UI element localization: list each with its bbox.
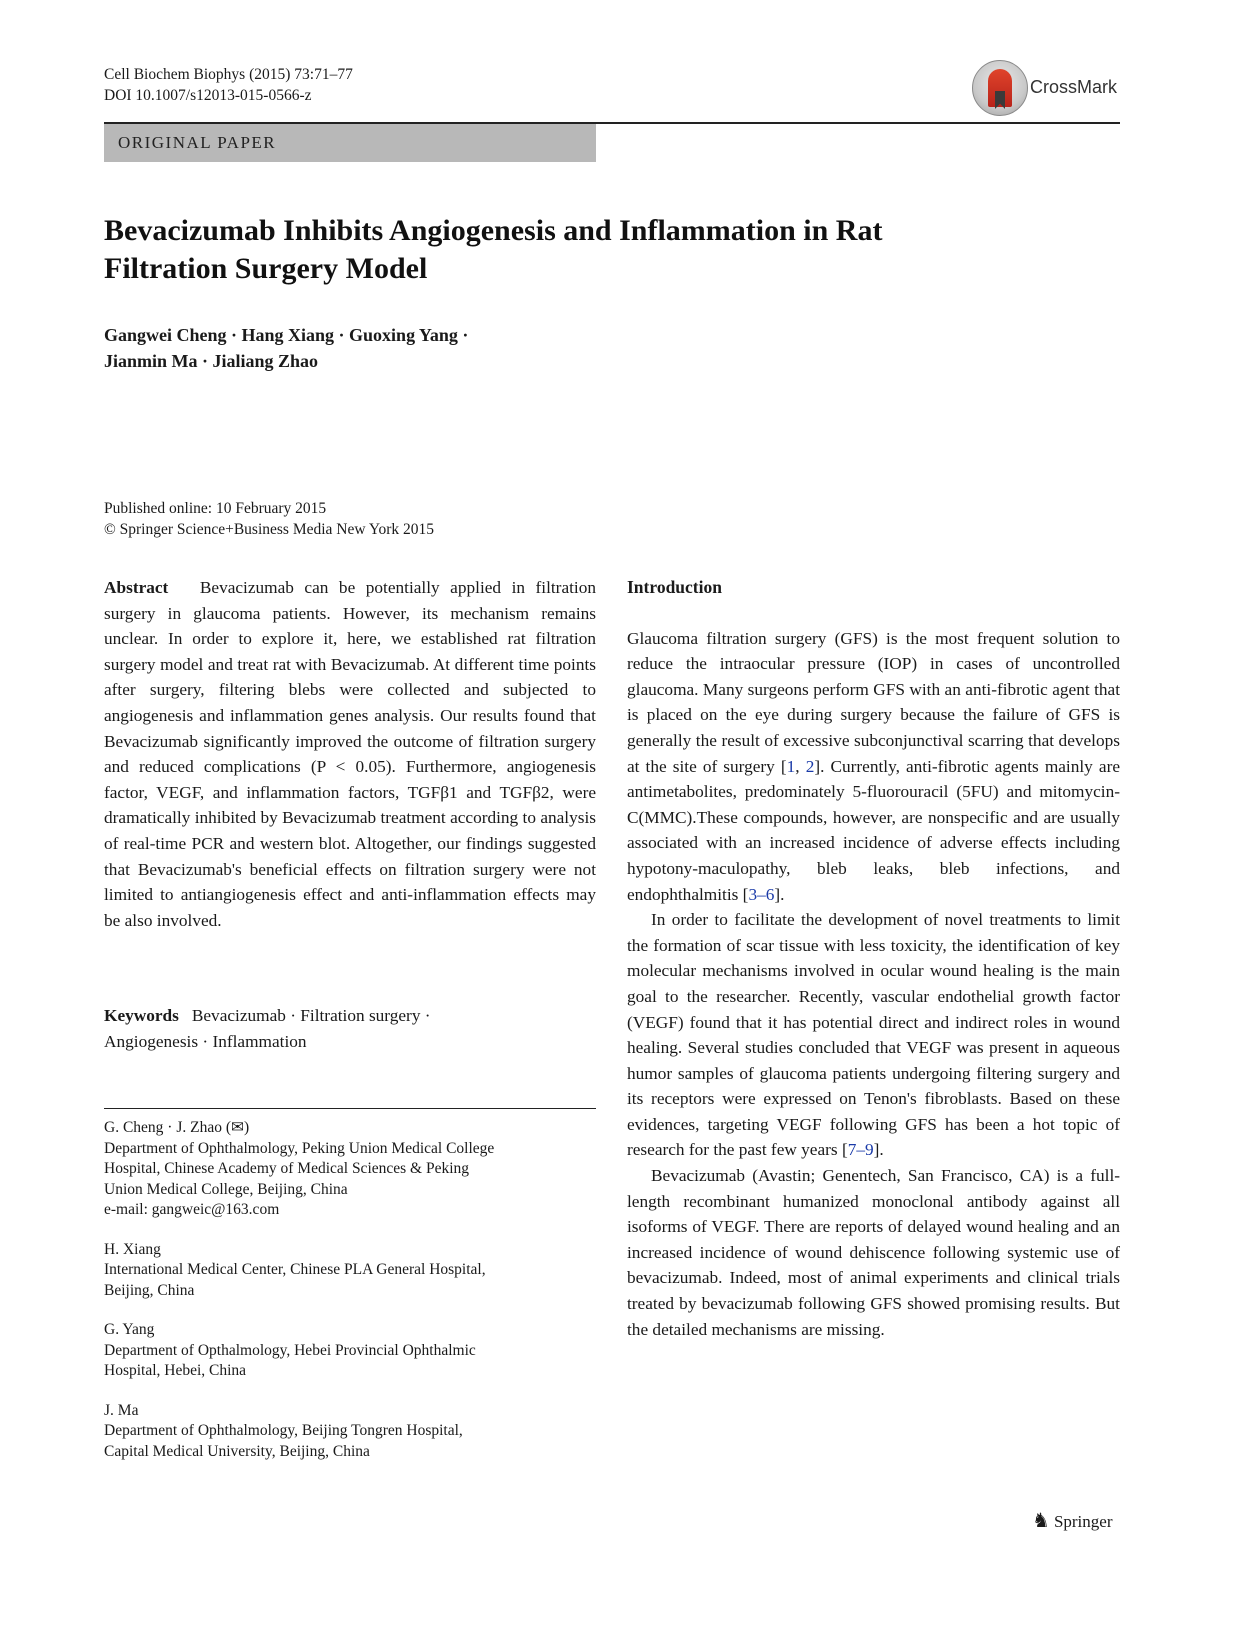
crossmark-badge[interactable] [972, 60, 1122, 120]
citation-link[interactable]: 7–9 [847, 1140, 874, 1160]
published-date: Published online: 10 February 2015 [104, 500, 327, 517]
affiliation-line: Department of Opthalmology, Hebei Provincial Ophthalmic [104, 1341, 476, 1359]
section-label: ORIGINAL PAPER [118, 133, 277, 152]
authors-line-1: Gangwei Cheng · Hang Xiang · Guoxing Yang · [104, 325, 469, 345]
authors-line-2: Jianmin Ma · Jialiang Zhao [104, 351, 319, 371]
affiliation-line: International Medical Center, Chinese PLA General Hospital, [104, 1261, 486, 1278]
publisher-name: Springer [1053, 1512, 1113, 1531]
paragraph-text: ]. Currently, anti-fibrotic agents mainly are antimetabolites, predominately 5-fluorouracil (5FU) and mitomycin-C(MMC).These compounds, however, are nonspecific and are usually associated with an increased incidence of adverse effects including hypotony-maculopathy, bleb leaks, bleb infections, and endophthalmitis [ [627, 756, 1120, 904]
affiliation-line: Union Medical College, Beijing, China [104, 1180, 348, 1198]
affiliation-line: Department of Ophthalmology, Beijing Tongren Hospital, [104, 1422, 463, 1439]
springer-horse-icon: ♞ [1032, 1510, 1050, 1532]
abstract-label: Abstract [104, 578, 169, 597]
paragraph-text: In order to facilitate the development of novel treatments to limit the formation of scar tissue with less toxicity, the identification of key molecular mechanisms involved in ocular wound healing is the main goal to the researcher. Recently, vascular endothelial growth factor (VEGF) found that it has potential direct and indirect roles in wound healing. Several studies concluded that VEGF was present in aqueous humor samples of glaucoma patients undergoing filtering surgery and its receptors were expressed on Tenon's fibroblasts. Based on these evidences, targeting VEGF following GFS has been a hot topic of research for the past few years [ [627, 910, 1120, 1160]
article-title [104, 212, 1004, 288]
author-list [104, 322, 664, 374]
crossmark-icon [972, 60, 1028, 116]
paragraph-text: ]. [774, 884, 785, 904]
keywords [104, 1003, 596, 1054]
affiliation-line: Hospital, Hebei, China [104, 1362, 247, 1379]
paragraph [627, 907, 1120, 1163]
section-banner [104, 124, 596, 162]
citation-link[interactable]: 1 [786, 756, 796, 776]
publication-info [104, 498, 434, 540]
paragraph-text: Glaucoma filtration surgery (GFS) is the most frequent solution to reduce the intraocular pressure (IOP) in cases of uncontrolled glaucoma. Many surgeons perform GFS with an anti-fibrotic agent that is placed on the eye during surgery because the failure of GFS is generally the result of excessive subconjunctival scarring that develops at the site of surgery [ [627, 628, 1120, 776]
affiliation-line: Department of Ophthalmology, Peking Union Medical College [104, 1139, 495, 1157]
affiliation-authors: H. Xiang [104, 1240, 161, 1258]
copyright: © Springer Science+Business Media New York 2015 [104, 521, 435, 538]
doi: DOI 10.1007/s12013-015-0566-z [104, 87, 312, 104]
affiliation-line: Beijing, China [104, 1281, 195, 1299]
citation-link[interactable]: 2 [805, 756, 815, 776]
affiliation-block [104, 1320, 596, 1382]
affiliation-block [104, 1240, 596, 1302]
journal-reference: Cell Biochem Biophys (2015) 73:71–77 [104, 66, 353, 83]
keywords-line-1: Bevacizumab · Filtration surgery · [191, 1006, 431, 1025]
affiliation-line: Capital Medical University, Beijing, China [104, 1442, 370, 1460]
crossmark-label: CrossMark [1030, 77, 1118, 97]
introduction-section [627, 575, 1120, 1342]
affiliation-rule [104, 1108, 596, 1109]
title-line-1: Bevacizumab Inhibits Angiogenesis and Inflammation in Rat [104, 214, 883, 247]
abstract [104, 575, 596, 933]
affiliation-block [104, 1118, 596, 1221]
paragraph-text: ]. [873, 1140, 884, 1160]
abstract-text: Bevacizumab can be potentially applied in filtration surgery in glaucoma patients. However, its mechanism remains unclear. In order to explore it, here, we established rat filtration surgery model and treat rat with Bevacizumab. At different time points after surgery, filtering blebs were collected and subjected to angiogenesis and inflammation genes analysis. Our results found that Bevacizumab significantly improved the outcome of filtration surgery and reduced complications (P < 0.05). Furthermore, angiogenesis factor, VEGF, and inflammation factors, TGFβ1 and TGFβ2, were dramatically inhibited by Bevacizumab treatment according to analysis of real-time PCR and western blot. Altogether, our findings suggested that Bevacizumab's beneficial effects on filtration surgery were not limited to antiangiogenesis effect and anti-inflammation effects may be also involved. [104, 578, 596, 930]
journal-citation [104, 64, 353, 106]
affiliation-line: Hospital, Chinese Academy of Medical Sciences & Peking [104, 1160, 470, 1177]
citation-link[interactable]: 3–6 [748, 884, 775, 904]
publisher-logo [1032, 1508, 1112, 1533]
affiliation-block [104, 1401, 596, 1463]
affiliation-authors: G. Cheng · J. Zhao (✉) [104, 1119, 250, 1136]
keywords-label: Keywords [104, 1006, 179, 1025]
affiliation-authors: J. Ma [104, 1401, 139, 1419]
keywords-line-2: Angiogenesis · Inflammation [104, 1031, 307, 1051]
title-line-2: Filtration Surgery Model [104, 252, 428, 285]
affiliation-authors: G. Yang [104, 1321, 155, 1338]
paragraph: Bevacizumab (Avastin; Genentech, San Francisco, CA) is a full-length recombinant humanized monoclonal antibody against all isoforms of VEGF. There are reports of delayed wound healing and an increased incidence of wound dehiscence following systemic use of bevacizumab. Indeed, most of animal experiments and clinical trials treated by bevacizumab following GFS showed promising results. But the detailed mechanisms are missing. [627, 1166, 1120, 1339]
paragraph-text: , [795, 756, 806, 776]
affiliations [104, 1118, 596, 1481]
paragraph [627, 626, 1120, 908]
email-link[interactable]: e-mail: gangweic@163.com [104, 1201, 280, 1218]
introduction-heading: Introduction [627, 577, 722, 597]
